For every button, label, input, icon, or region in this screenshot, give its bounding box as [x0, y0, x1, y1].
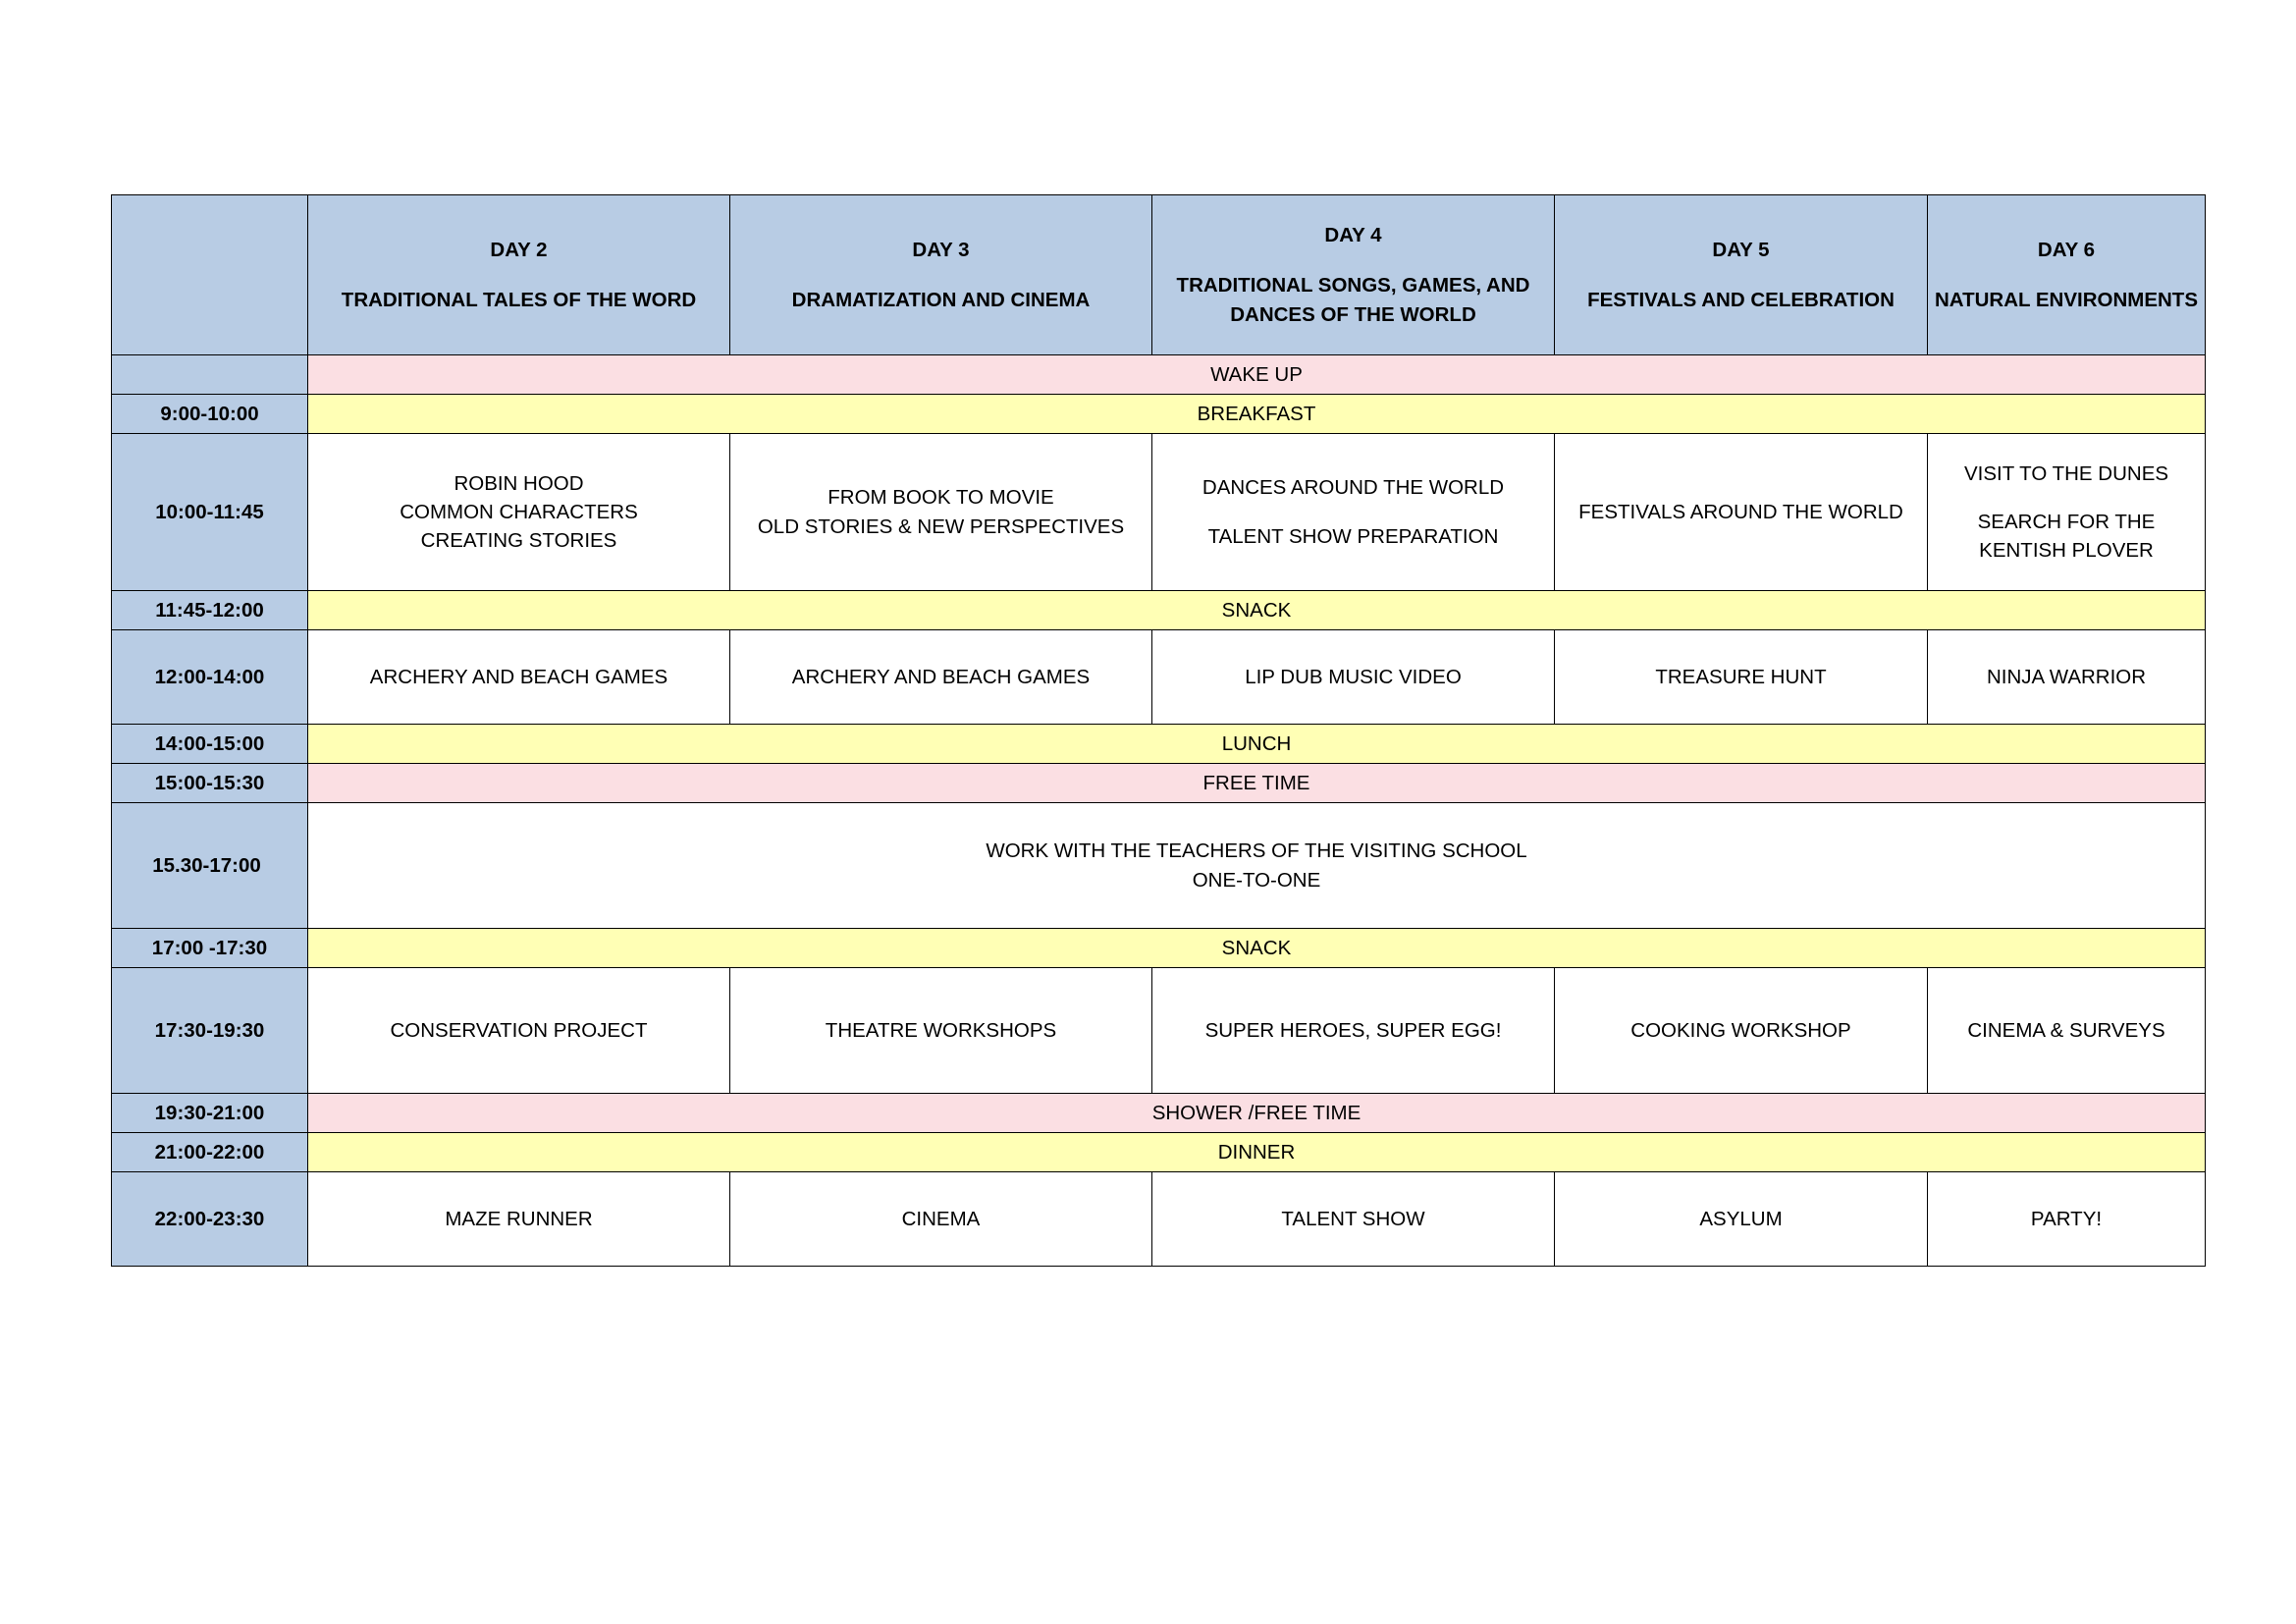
day2-title: TRADITIONAL TALES OF THE WORD — [341, 289, 697, 311]
cell-midday-day6: NINJA WARRIOR — [1928, 630, 2206, 725]
header-cell-day3 — [730, 195, 1152, 355]
time-dinner: 21:00-22:00 — [112, 1133, 308, 1172]
header-cell-day4 — [1152, 195, 1555, 355]
morning-day6-line1: VISIT TO THE DUNES — [1963, 461, 2169, 485]
time-afternoon: 17:30-19:30 — [112, 968, 308, 1094]
cell-morning-day2 — [308, 434, 730, 591]
row-dinner — [112, 1133, 2206, 1172]
row-wake-up — [112, 355, 2206, 395]
day3-number: DAY 3 — [912, 238, 970, 261]
cell-morning-day6 — [1928, 434, 2206, 591]
row-night-activities — [112, 1172, 2206, 1267]
label-dinner: DINNER — [308, 1133, 2206, 1172]
time-shower: 19:30-21:00 — [112, 1094, 308, 1133]
time-morning: 10:00-11:45 — [112, 434, 308, 591]
morning-day5-line1: FESTIVALS AROUND THE WORLD — [1578, 500, 1903, 523]
label-lunch: LUNCH — [308, 725, 2206, 764]
morning-day4-spacer — [1158, 503, 1548, 522]
day3-spacer — [736, 264, 1146, 286]
header-cell-day5 — [1555, 195, 1928, 355]
cell-night-day5: ASYLUM — [1555, 1172, 1928, 1267]
row-morning-activities — [112, 434, 2206, 591]
label-snack-afternoon: SNACK — [308, 929, 2206, 968]
row-teacher-work — [112, 803, 2206, 929]
cell-morning-day3 — [730, 434, 1152, 591]
label-free-time: FREE TIME — [308, 764, 2206, 803]
row-free-time — [112, 764, 2206, 803]
cell-afternoon-day3: THEATRE WORKSHOPS — [730, 968, 1152, 1094]
morning-day4-line2: TALENT SHOW PREPARATION — [1207, 524, 1499, 548]
day6-title: NATURAL ENVIRONMENTS — [1934, 289, 2199, 311]
label-snack-morning: SNACK — [308, 591, 2206, 630]
cell-night-day4: TALENT SHOW — [1152, 1172, 1555, 1267]
row-afternoon-activities — [112, 968, 2206, 1094]
time-midday: 12:00-14:00 — [112, 630, 308, 725]
row-shower — [112, 1094, 2206, 1133]
time-snack-afternoon: 17:00 -17:30 — [112, 929, 308, 968]
time-wake-up — [112, 355, 308, 395]
cell-night-day3: CINEMA — [730, 1172, 1152, 1267]
cell-midday-day5: TREASURE HUNT — [1555, 630, 1928, 725]
schedule-table — [111, 194, 2206, 1267]
cell-midday-day4: LIP DUB MUSIC VIDEO — [1152, 630, 1555, 725]
row-lunch — [112, 725, 2206, 764]
cell-night-day6: PARTY! — [1928, 1172, 2206, 1267]
day4-spacer — [1158, 249, 1548, 271]
morning-day6-line2: SEARCH FOR THE KENTISH PLOVER — [1977, 510, 2156, 563]
day5-number: DAY 5 — [1712, 238, 1770, 261]
header-cell-day2 — [308, 195, 730, 355]
row-breakfast — [112, 395, 2206, 434]
teacher-work-line1: WORK WITH THE TEACHERS OF THE VISITING SCHOOL — [986, 839, 1527, 863]
day2-spacer — [314, 264, 723, 286]
time-snack-morning: 11:45-12:00 — [112, 591, 308, 630]
teacher-work-line2: ONE-TO-ONE — [1192, 868, 1321, 892]
header-cell-empty — [112, 195, 308, 355]
cell-midday-day3: ARCHERY AND BEACH GAMES — [730, 630, 1152, 725]
morning-day2-line1: ROBIN HOOD — [454, 471, 584, 495]
cell-midday-day2: ARCHERY AND BEACH GAMES — [308, 630, 730, 725]
day4-title: TRADITIONAL SONGS, GAMES, AND DANCES OF THE WORLD — [1176, 274, 1530, 326]
morning-day2-line3: CREATING STORIES — [420, 529, 617, 553]
cell-teacher-work — [308, 803, 2206, 929]
label-wake-up: WAKE UP — [308, 355, 2206, 395]
day3-title: DRAMATIZATION AND CINEMA — [791, 289, 1091, 311]
morning-day2-line2: COMMON CHARACTERS — [400, 500, 638, 523]
morning-day4-line1: DANCES AROUND THE WORLD — [1201, 476, 1505, 500]
row-midday-activities — [112, 630, 2206, 725]
cell-morning-day4 — [1152, 434, 1555, 591]
table-header-row — [112, 195, 2206, 355]
row-snack-afternoon — [112, 929, 2206, 968]
cell-afternoon-day5: COOKING WORKSHOP — [1555, 968, 1928, 1094]
row-snack-morning — [112, 591, 2206, 630]
day6-number: DAY 6 — [2037, 238, 2096, 261]
time-teacher-work: 15.30-17:00 — [112, 803, 308, 929]
day6-spacer — [1934, 264, 2199, 286]
label-breakfast: BREAKFAST — [308, 395, 2206, 434]
morning-day6-spacer — [1934, 488, 2199, 508]
time-free-time: 15:00-15:30 — [112, 764, 308, 803]
cell-afternoon-day4: SUPER HEROES, SUPER EGG! — [1152, 968, 1555, 1094]
time-night: 22:00-23:30 — [112, 1172, 308, 1267]
morning-day3-line2: OLD STORIES & NEW PERSPECTIVES — [757, 514, 1125, 538]
cell-afternoon-day6: CINEMA & SURVEYS — [1928, 968, 2206, 1094]
cell-afternoon-day2: CONSERVATION PROJECT — [308, 968, 730, 1094]
cell-morning-day5 — [1555, 434, 1928, 591]
time-breakfast: 9:00-10:00 — [112, 395, 308, 434]
day4-number: DAY 4 — [1324, 224, 1382, 247]
label-shower: SHOWER /FREE TIME — [308, 1094, 2206, 1133]
day2-number: DAY 2 — [490, 238, 548, 261]
time-lunch: 14:00-15:00 — [112, 725, 308, 764]
morning-day3-line1: FROM BOOK TO MOVIE — [828, 486, 1054, 510]
day5-title: FESTIVALS AND CELEBRATION — [1587, 289, 1895, 311]
cell-night-day2: MAZE RUNNER — [308, 1172, 730, 1267]
day5-spacer — [1561, 264, 1921, 286]
header-cell-day6 — [1928, 195, 2206, 355]
